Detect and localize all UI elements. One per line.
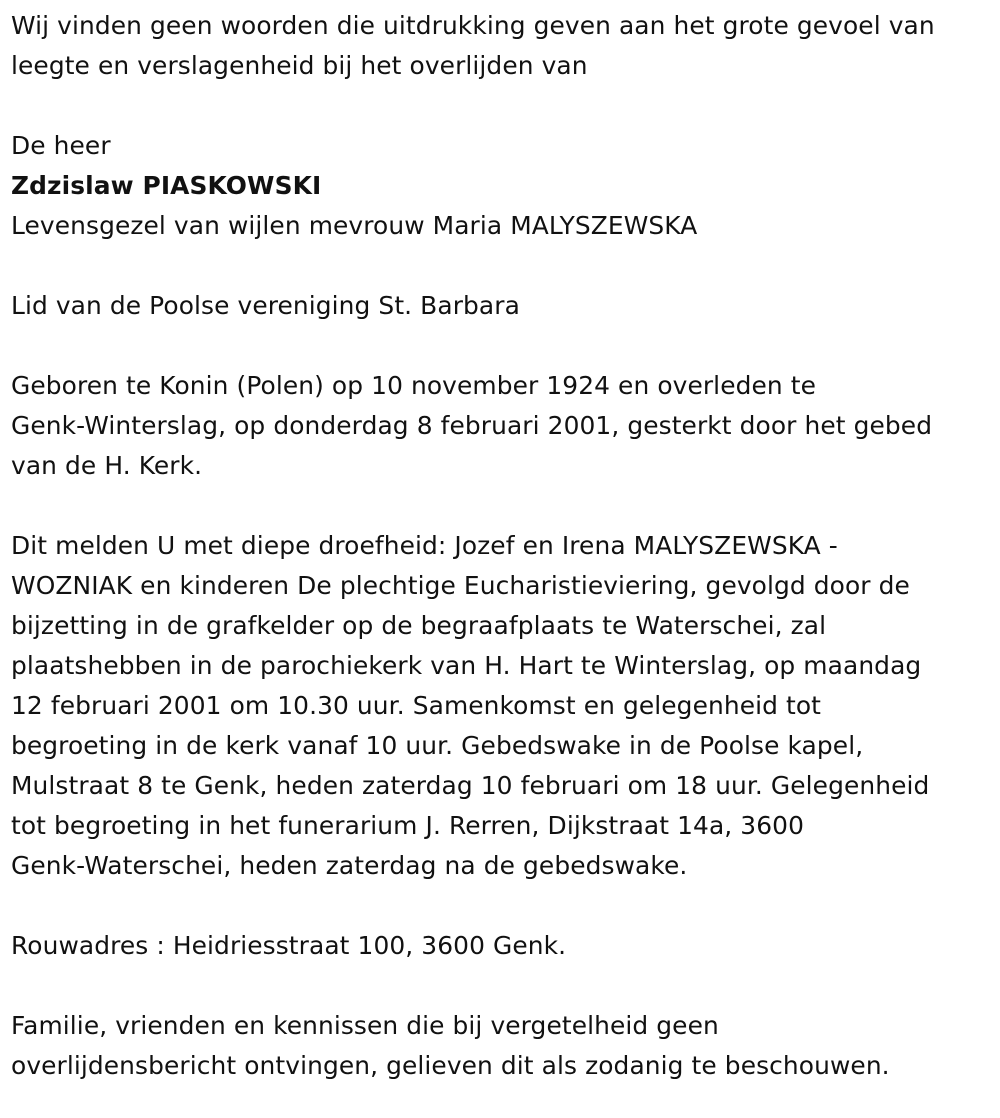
obituary-document: [11, 6, 996, 1086]
birth-death-paragraph: [11, 366, 996, 486]
deceased-name: Zdzislaw PIASKOWSKI: [11, 171, 322, 200]
announcement-line: 12 februari 2001 om 10.30 uur. Samenkomst en gelegenheid tot: [11, 691, 822, 720]
paragraph-gap: [11, 86, 996, 126]
paragraph-gap: [11, 326, 996, 366]
paragraph-gap: [11, 486, 996, 526]
birth-death-line: Genk-Winterslag, op donderdag 8 februari 2001, gesterkt door het gebed: [11, 411, 933, 440]
intro-paragraph: [11, 6, 996, 86]
partner-line: Levensgezel van wijlen mevrouw Maria MALYSZEWSKA: [11, 211, 698, 240]
paragraph-gap: [11, 246, 996, 286]
paragraph-gap: [11, 886, 996, 926]
intro-line: leegte en verslagenheid bij het overlijden van: [11, 51, 588, 80]
salutation: De heer: [11, 131, 111, 160]
announcement-line: Mulstraat 8 te Genk, heden zaterdag 10 februari om 18 uur. Gelegenheid: [11, 771, 930, 800]
announcement-line: WOZNIAK en kinderen De plechtige Eucharistieviering, gevolgd door de: [11, 571, 910, 600]
announcement-line: bijzetting in de grafkelder op de begraafplaats te Waterschei, zal: [11, 611, 827, 640]
closing-line: overlijdensbericht ontvingen, gelieven dit als zodanig te beschouwen.: [11, 1051, 890, 1080]
intro-line: Wij vinden geen woorden die uitdrukking geven aan het grote gevoel van: [11, 11, 935, 40]
membership-line: Lid van de Poolse vereniging St. Barbara: [11, 291, 520, 320]
announcement-line: Genk-Waterschei, heden zaterdag na de gebedswake.: [11, 851, 688, 880]
paragraph-gap: [11, 966, 996, 1006]
announcement-line: Dit melden U met diepe droefheid: Jozef en Irena MALYSZEWSKA -: [11, 531, 838, 560]
birth-death-line: van de H. Kerk.: [11, 451, 203, 480]
closing-paragraph: [11, 1006, 996, 1086]
announcement-line: tot begroeting in het funerarium J. Rerren, Dijkstraat 14a, 3600: [11, 811, 805, 840]
mourning-address: Rouwadres : Heidriesstraat 100, 3600 Genk.: [11, 931, 567, 960]
announcement-line: begroeting in de kerk vanaf 10 uur. Gebedswake in de Poolse kapel,: [11, 731, 864, 760]
announcement-line: plaatshebben in de parochiekerk van H. Hart te Winterslag, op maandag: [11, 651, 922, 680]
birth-death-line: Geboren te Konin (Polen) op 10 november 1924 en overleden te: [11, 371, 817, 400]
announcement-paragraph: [11, 526, 996, 886]
closing-line: Familie, vrienden en kennissen die bij vergetelheid geen: [11, 1011, 719, 1040]
